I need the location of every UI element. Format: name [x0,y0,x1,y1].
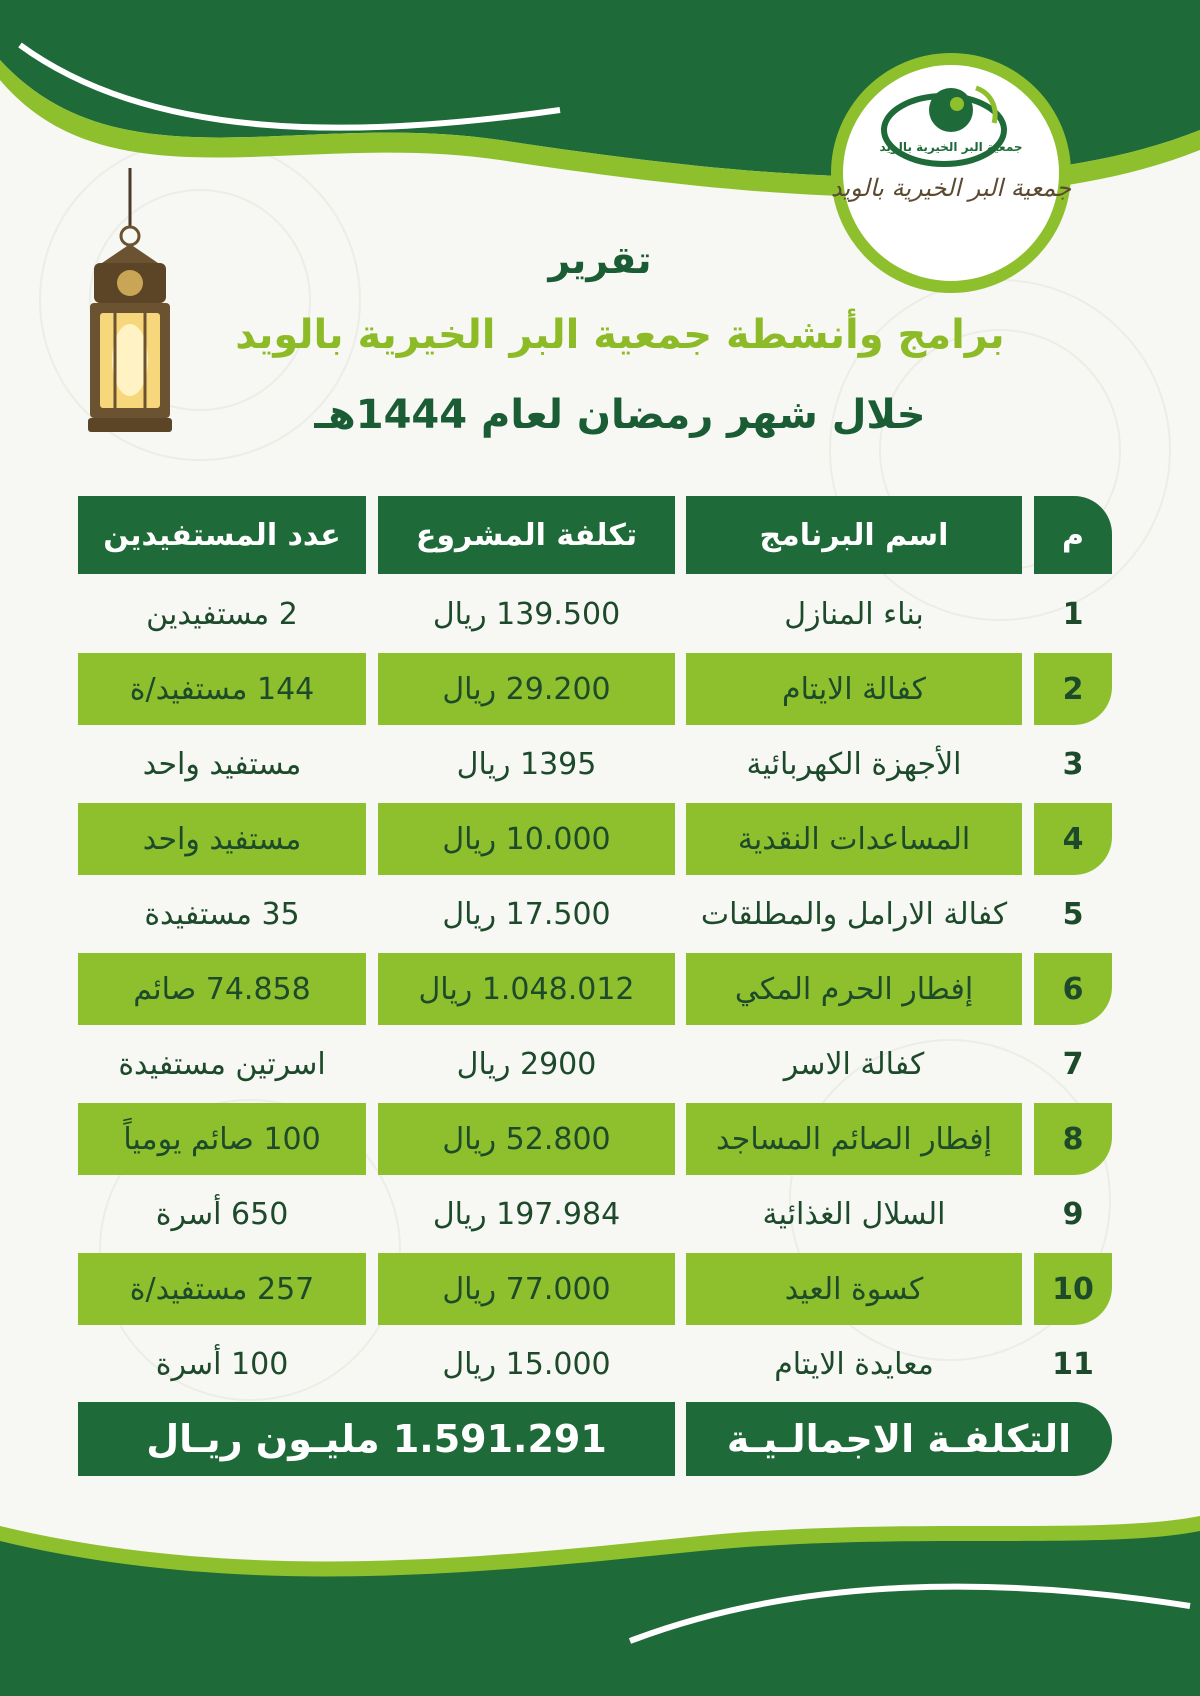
row-beneficiaries: مستفيد واحد [78,803,366,875]
row-cost: 139.500 ريال [432,596,621,632]
report-subtitle: برامج وأنشطة جمعية البر الخيرية بالويد [235,312,1005,358]
row-index: 7 [1062,1046,1084,1082]
row-cost: 1395 ريال [456,746,597,782]
svg-text:جمعية البر الخيرية بالويد: جمعية البر الخيرية بالويد [830,174,1072,202]
header-beneficiaries: عدد المستفيدين [78,496,366,574]
table-row [78,1328,1112,1400]
row-index: 9 [1062,1196,1084,1232]
table-row [78,1253,1112,1325]
header-index: م [1034,496,1112,574]
table-row [78,1178,1112,1250]
row-cost: 197.984 ريال [432,1196,621,1232]
table-row [78,803,1112,875]
row-cost: 52.800 ريال [378,1103,675,1175]
row-program: المساعدات النقدية [686,803,1022,875]
header-cost: تكلفة المشروع [378,496,675,574]
row-program: الأجهزة الكهربائية [746,746,962,782]
row-cost: 10.000 ريال [378,803,675,875]
bottom-wave-decoration [0,1496,1200,1696]
row-beneficiaries: 650 أسرة [155,1196,289,1232]
table-row [78,578,1112,650]
row-cost: 2900 ريال [456,1046,597,1082]
table-row [78,1028,1112,1100]
total-value: 1.591.291 مليـون ريـال [78,1402,675,1476]
table-row [78,878,1112,950]
report-period: خلال شهر رمضان لعام 1444هـ [314,392,926,438]
row-beneficiaries: 100 أسرة [155,1346,289,1382]
table-row [78,728,1112,800]
row-beneficiaries: 144 مستفيد/ة [78,653,366,725]
table-row [78,953,1112,1025]
row-index: 11 [1052,1346,1094,1382]
row-beneficiaries: مستفيد واحد [142,746,302,782]
row-cost: 77.000 ريال [378,1253,675,1325]
row-cost: 1.048.012 ريال [378,953,675,1025]
row-cost: 17.500 ريال [442,896,611,932]
row-program: السلال الغذائية [762,1196,946,1232]
svg-text:جمعية البر الخيرية بالويد: جمعية البر الخيرية بالويد [879,140,1023,154]
row-program: كفالة الاسر [783,1046,925,1082]
row-index: 6 [1034,953,1112,1025]
row-program: بناء المنازل [784,596,924,632]
row-beneficiaries: 2 مستفيدين [146,596,298,632]
row-cost: 15.000 ريال [442,1346,611,1382]
row-program: كفالة الايتام [686,653,1022,725]
row-beneficiaries: 257 مستفيد/ة [78,1253,366,1325]
row-beneficiaries: اسرتين مستفيدة [118,1046,326,1082]
row-index: 5 [1062,896,1084,932]
row-beneficiaries: 35 مستفيدة [144,896,300,932]
row-beneficiaries: 74.858 صائم [78,953,366,1025]
table-row [78,653,1112,725]
row-beneficiaries: 100 صائم يومياً [78,1103,366,1175]
row-program: كفالة الارامل والمطلقات [700,896,1008,932]
row-index: 2 [1034,653,1112,725]
report-title: تقرير [548,238,652,282]
row-index: 3 [1062,746,1084,782]
row-index: 1 [1062,596,1084,632]
row-index: 4 [1034,803,1112,875]
row-index: 10 [1034,1253,1112,1325]
header-program: اسم البرنامج [686,496,1022,574]
total-label: التكلفـة الاجمالـيـة [686,1402,1112,1476]
row-cost: 29.200 ريال [378,653,675,725]
row-program: إفطار الصائم المساجد [686,1103,1022,1175]
row-program: معايدة الايتام [774,1346,934,1382]
row-program: كسوة العيد [686,1253,1022,1325]
table-row [78,1103,1112,1175]
row-program: إفطار الحرم المكي [686,953,1022,1025]
row-index: 8 [1034,1103,1112,1175]
